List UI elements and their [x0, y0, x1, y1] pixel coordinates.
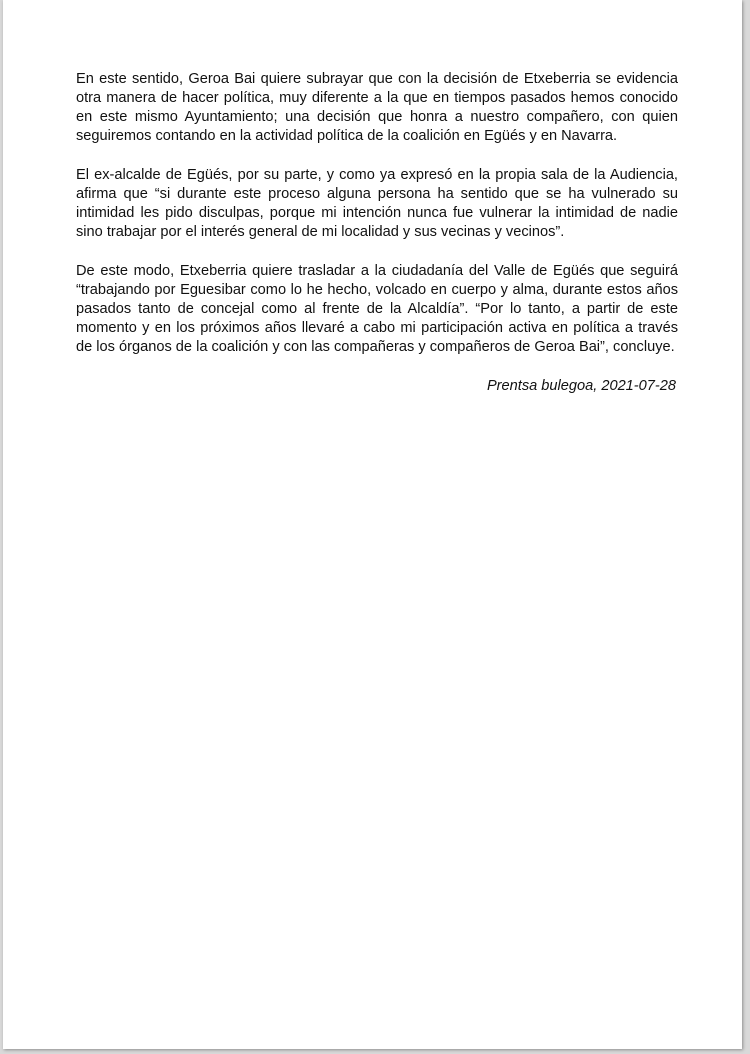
- press-office-signature: Prentsa bulegoa, 2021-07-28: [486, 378, 676, 394]
- paragraph-1: En este sentido, Geroa Bai quiere subrayar que con la decisión de Etxeberria se evidencia otra manera de hacer política, muy diferente a la que en tiempos pasados hemos conocido en este mismo Ayuntamiento; una decisión que honra a nuestro compañero, con quien seguiremos contando en la actividad política de la coalición en Egüés y en Navarra.: [76, 71, 678, 144]
- paragraph-2: El ex-alcalde de Egüés, por su parte, y como ya expresó en la propia sala de la Audiencia, afirma que “si durante este proceso alguna persona ha sentido que se ha vulnerado su intimidad les pido disculpas, porque mi intención nunca fue vulnerar la intimidad de nadie sino trabajar por el interés general de mi localidad y sus vecinas y vecinos”.: [76, 167, 678, 240]
- paragraph-3: De este modo, Etxeberria quiere trasladar a la ciudadanía del Valle de Egüés que seguirá “trabajando por Eguesibar como lo he hecho, volcado en cuerpo y alma, durante estos años pasados tanto de concejal como al frente de la Alcaldía”. “Por lo tanto, a partir de este momento y en los próximos años llevaré a cabo mi participación activa en política a través de los órganos de la coalición y con las compañeras y compañeros de Geroa Bai”, concluye.: [76, 263, 678, 355]
- document-page: [3, 0, 742, 1049]
- document-body: [76, 70, 678, 396]
